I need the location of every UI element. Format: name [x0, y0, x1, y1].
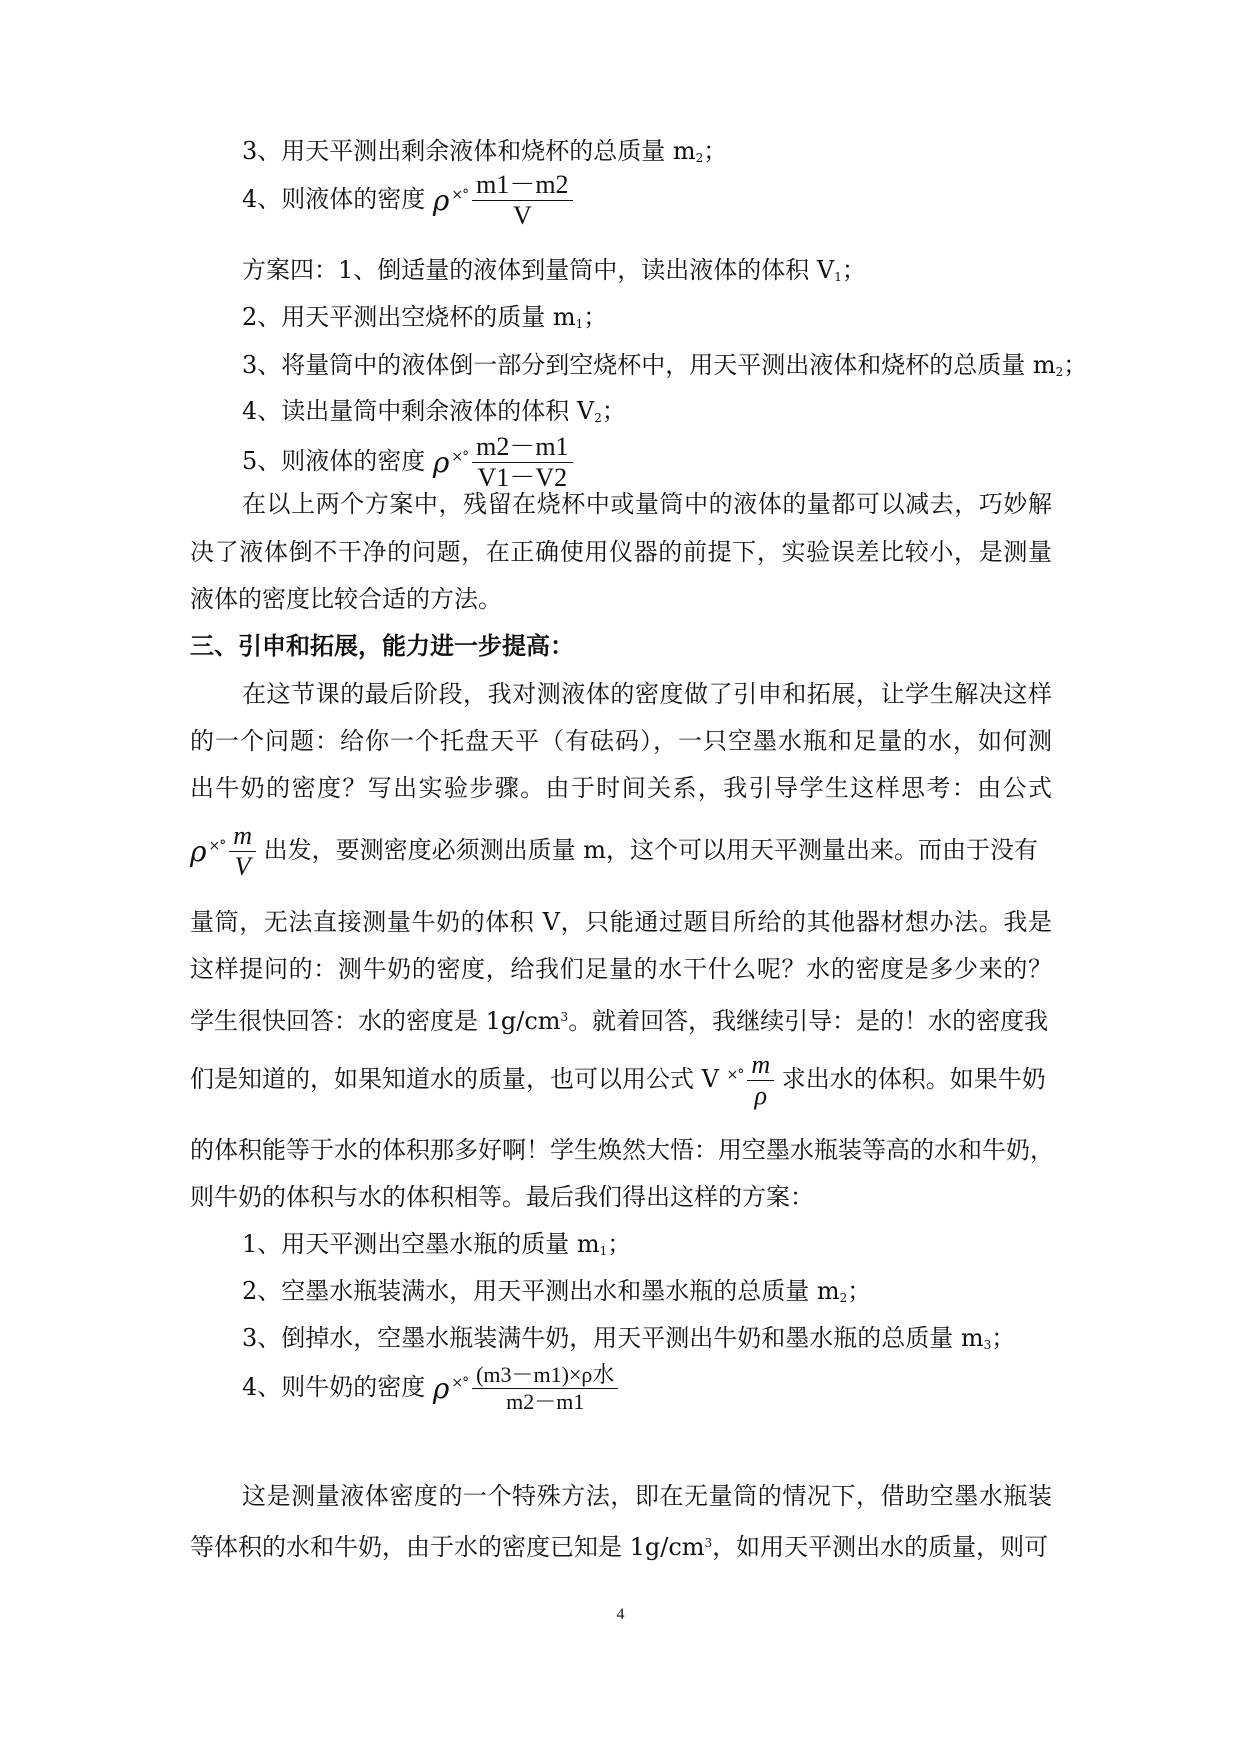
- paragraph-1-line-1: 在以上两个方案中，残留在烧杯中或量筒中的液体的量都可以减去，巧妙解: [242, 490, 1052, 518]
- paragraph-2-line-1: 在这节课的最后阶段，我对测液体的密度做了引申和拓展，让学生解决这样: [242, 680, 1052, 708]
- paragraph-2-line-8: 们是知道的，如果知道水的质量，也可以用公式 V ×° $\frac{m}{\rho}$ 求出水的体积。如果牛奶: [190, 1050, 1046, 1110]
- milk-step-2: 2、空墨水瓶装满水，用天平测出水和墨水瓶的总质量 $m_2$；: [242, 1277, 872, 1305]
- page-number: 4: [616, 1606, 625, 1623]
- step-4-density-formula: 4、则液体的密度 ρ ×° $\frac{m1-m2}{V}$: [242, 170, 573, 231]
- milk-step-4: 4、则牛奶的密度 ρ ×° $\frac{\text{(m3－m1)×ρ水}}{m2-m1}$: [242, 1362, 618, 1415]
- paragraph-2-line-3: 出牛奶的密度？写出实验步骤。由于时间关系，我引导学生这样思考：由公式: [190, 774, 1052, 802]
- paragraph-2-line-2: 的一个问题：给你一个托盘天平（有砝码），一只空墨水瓶和足量的水，如何测: [190, 727, 1052, 755]
- step-3-remaining-mass: 3、用天平测出剩余液体和烧杯的总质量 $m_2$；: [242, 137, 728, 165]
- paragraph-1-line-3: 液体的密度比较合适的方法。: [190, 585, 502, 613]
- plan-four-step-3: 3、将量筒中的液体倒一部分到空烧杯中，用天平测出液体和烧杯的总质量 $m_2$；: [242, 351, 1088, 379]
- section-heading: 三、引申和拓展，能力进一步提高：: [190, 631, 574, 660]
- plan-four-step-2: 2、用天平测出空烧杯的质量 $m_1$；: [242, 303, 608, 331]
- paragraph-2-line-7: 学生很快回答：水的密度是 $1g/cm^3$。就着回答，我继续引导：是的！水的密度我: [190, 1007, 1049, 1035]
- paragraph-2-line-10: 则牛奶的体积与水的体积相等。最后我们得出这样的方案：: [190, 1183, 814, 1211]
- paragraph-3-line-1: 这是测量液体密度的一个特殊方法，即在无量筒的情况下，借助空墨水瓶装: [242, 1482, 1052, 1510]
- volume-formula: ×° $\frac{m}{\rho}$: [727, 1050, 775, 1111]
- milk-step-3: 3、倒掉水，空墨水瓶装满牛奶，用天平测出牛奶和墨水瓶的总质量 $m_3$；: [242, 1324, 1016, 1352]
- paragraph-2-line-4: ρ ×° $\frac{m}{V}$ 出发，要测密度必须测出质量 m，这个可以用天平测量出来。而由于没有: [190, 821, 1039, 881]
- milk-density-formula: ρ ×° $\frac{\text{(m3－m1)×ρ水}}{m2-m1}$: [433, 1362, 618, 1415]
- plan-four-step-1: 方案四：1、倒适量的液体到量筒中，读出液体的体积 $V_1$；: [242, 256, 866, 284]
- paragraph-1-line-2: 决了液体倒不干净的问题，在正确使用仪器的前提下，实验误差比较小，是测量: [190, 538, 1052, 566]
- paragraph-3-line-2: 等体积的水和牛奶，由于水的密度已知是 $1g/cm^3$，如用天平测出水的质量，则可: [190, 1533, 1049, 1561]
- density-formula-2: ρ ×° $\frac{m2-m1}{V1-V2}$: [433, 432, 573, 493]
- plan-four-step-4: 4、读出量筒中剩余液体的体积 $V_2$；: [242, 397, 626, 425]
- milk-step-1: 1、用天平测出空墨水瓶的质量 $m_1$；: [242, 1230, 632, 1258]
- density-formula-3: ρ ×° $\frac{m}{V}$: [190, 821, 256, 882]
- plan-four-step-5: 5、则液体的密度 ρ ×° $\frac{m2-m1}{V1-V2}$: [242, 432, 573, 493]
- density-formula-1: ρ ×° $\frac{m1-m2}{V}$: [433, 170, 573, 231]
- paragraph-2-line-5: 量筒，无法直接测量牛奶的体积 V，只能通过题目所给的其他器材想办法。我是: [190, 908, 1052, 936]
- paragraph-2-line-9: 的体积能等于水的体积那多好啊！学生焕然大悟：用空墨水瓶装等高的水和牛奶，: [190, 1136, 1054, 1164]
- paragraph-2-line-6: 这样提问的：测牛奶的密度，给我们足量的水干什么呢？水的密度是多少来的？: [190, 955, 1052, 983]
